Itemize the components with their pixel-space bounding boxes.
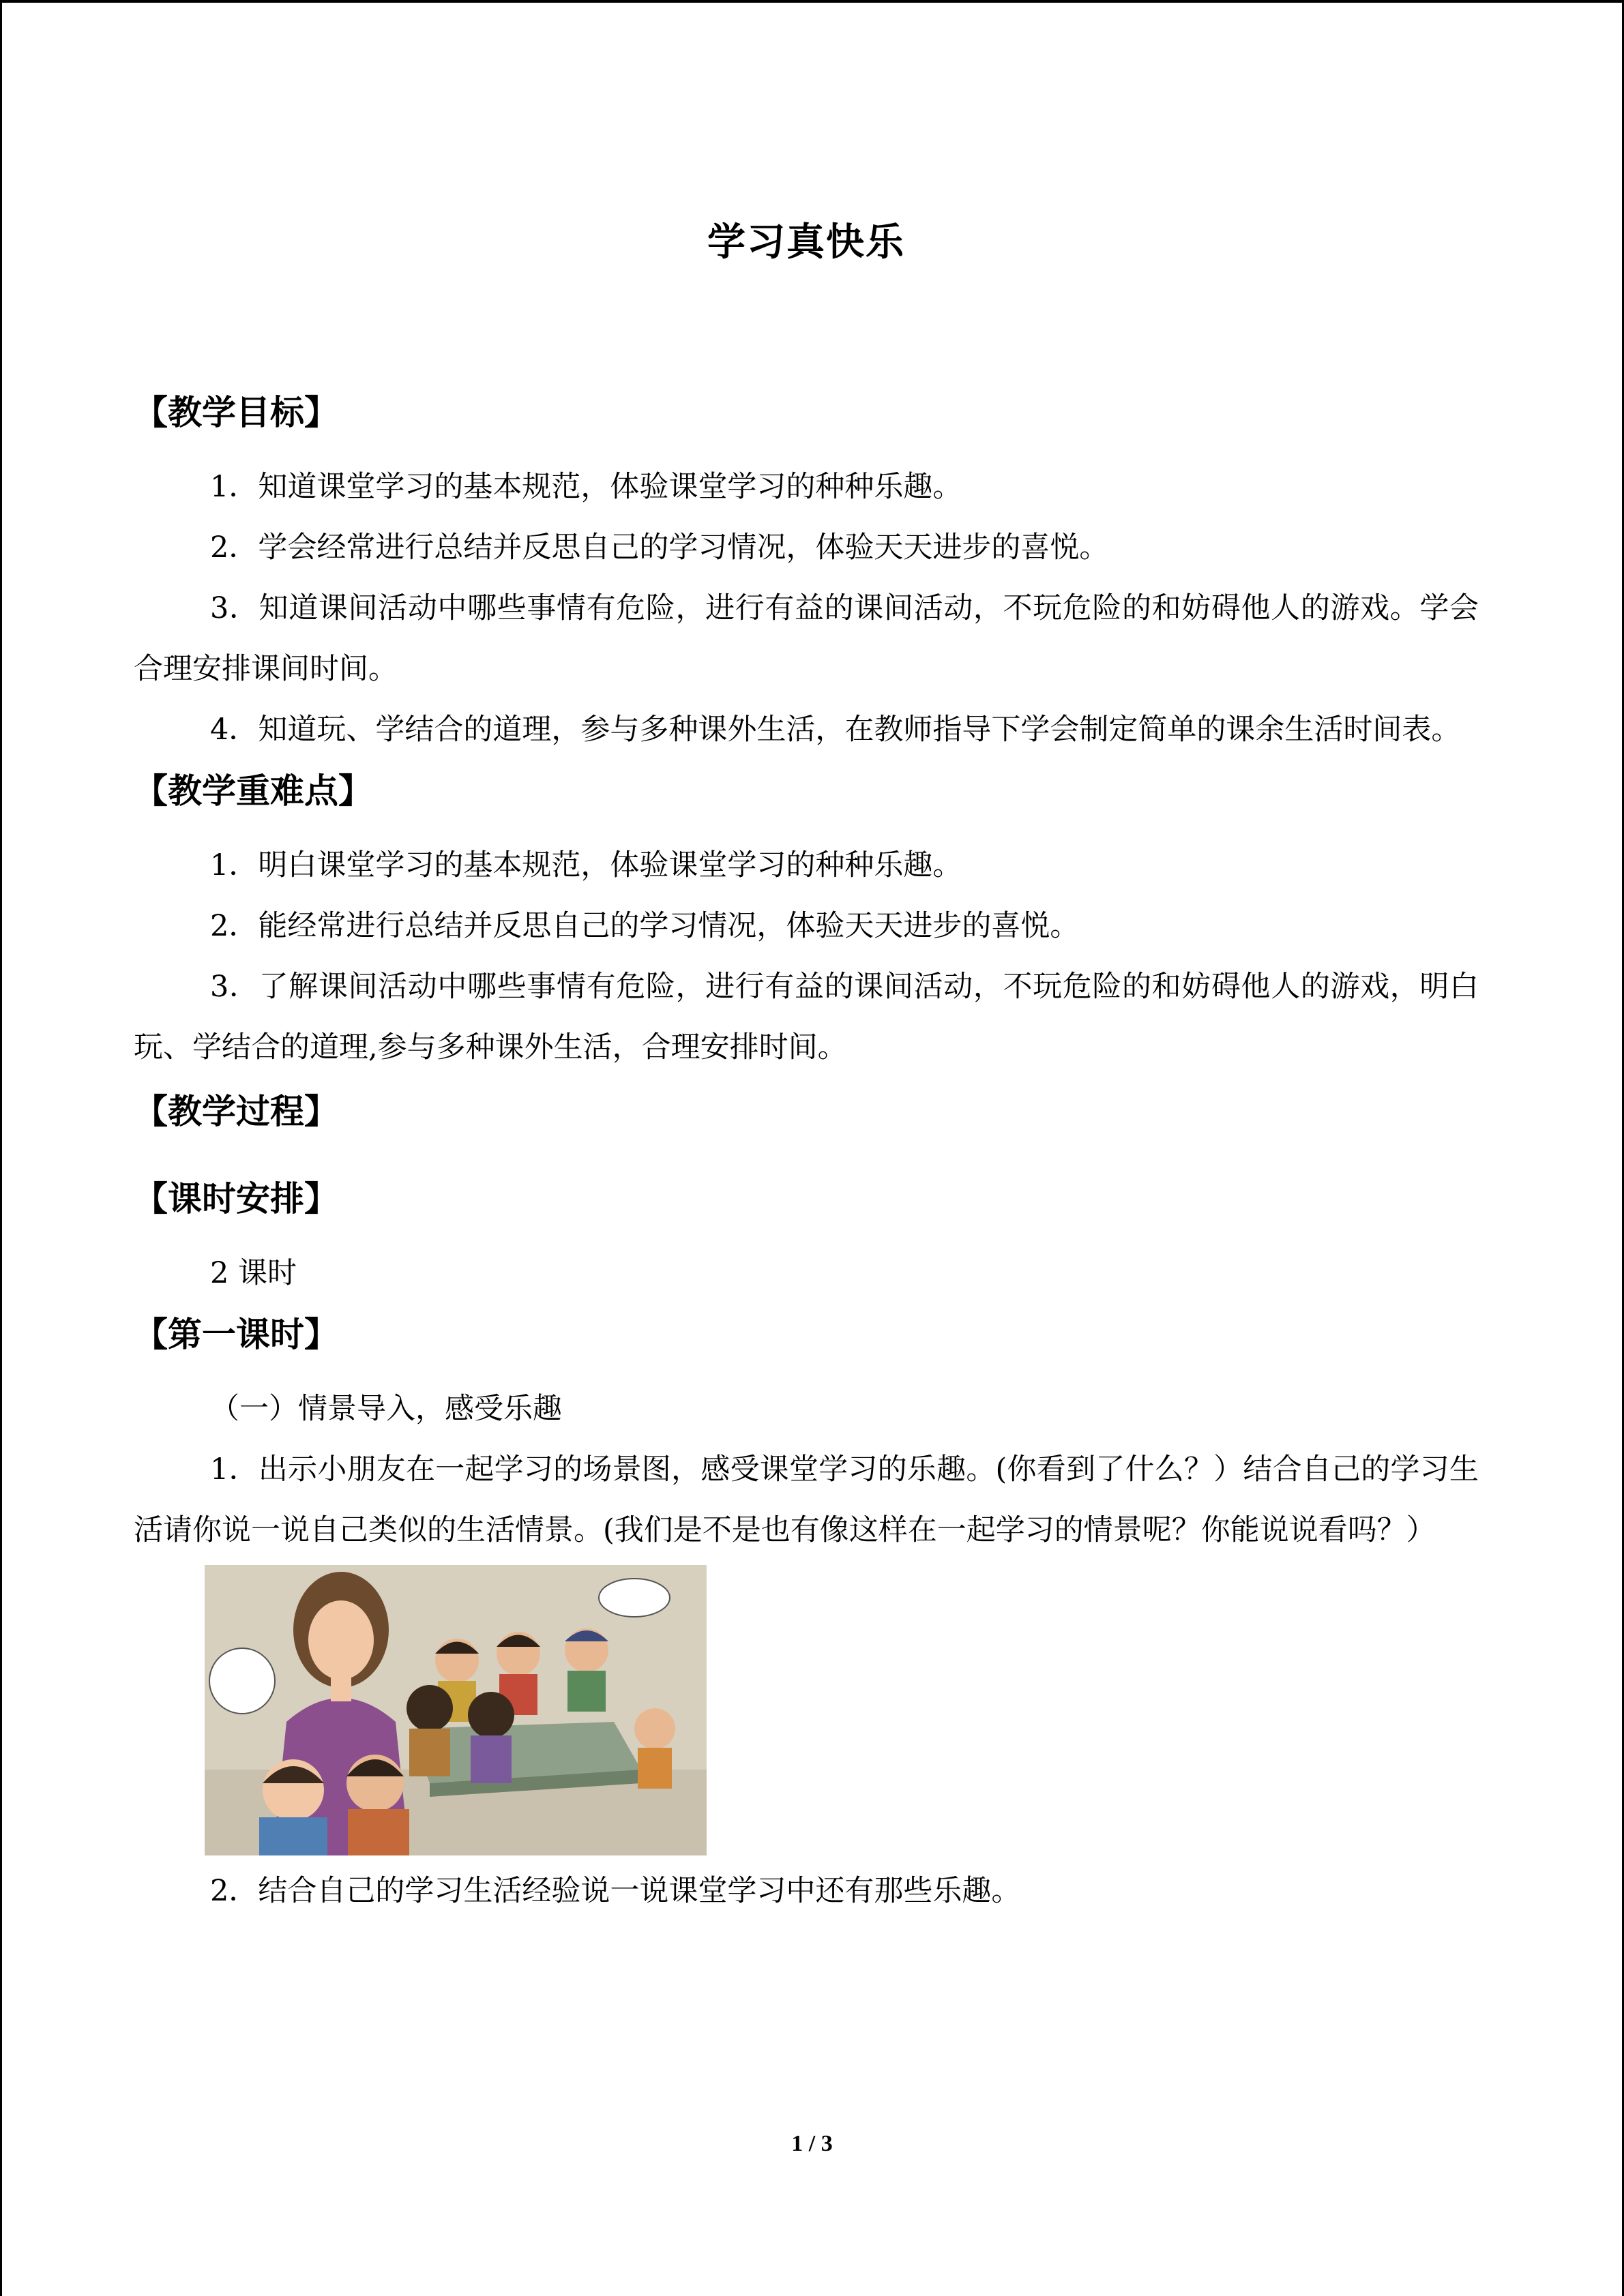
section-heading-objectives: 【教学目标】 [134, 393, 338, 432]
objective-item-4: 4．知道玩、学结合的道理，参与多种课外生活，在教师指导下学会制定简单的课余生活时间表。 [210, 713, 1461, 747]
section-heading-lesson-one: 【第一课时】 [134, 1315, 338, 1354]
section-heading-process: 【教学过程】 [134, 1092, 338, 1131]
key-point-item-2: 2．能经常进行总结并反思自己的学习情况，体验天天进步的喜悦。 [210, 909, 1080, 943]
classroom-illustration [205, 1565, 707, 1855]
document-title: 学习真快乐 [707, 220, 905, 265]
section-heading-key-points: 【教学重难点】 [134, 771, 372, 811]
lesson-one-item-2: 2．结合自己的学习生活经验说一说课堂学习中还有那些乐趣。 [210, 1874, 1021, 1908]
page-top-border [0, 0, 1624, 3]
lesson-one-item-1: 1．出示小朋友在一起学习的场景图，感受课堂学习的乐趣。(你看到了什么？）结合自己的学习生活请你说一说自己类似的生活情景。(我们是不是也有像这样在一起学习的情景呢？你能说说看吗？） [134, 1452, 1479, 1547]
objective-item-3: 3．知道课间活动中哪些事情有危险，进行有益的课间活动，不玩危险的和妨碍他人的游戏。学会合理安排课间时间。 [134, 591, 1479, 686]
page-number: 1 / 3 [791, 2131, 833, 2156]
section-heading-schedule: 【课时安排】 [134, 1179, 338, 1219]
document-page [134, 198, 1479, 1922]
title-spacer [134, 286, 1479, 382]
objective-item-2: 2．学会经常进行总结并反思自己的学习情况，体验天天进步的喜悦。 [210, 531, 1109, 565]
key-point-item-3: 3．了解课间活动中哪些事情有危险，进行有益的课间活动，不玩危险的和妨碍他人的游戏，明白玩、学结合的道理,参与多种课外生活，合理安排时间。 [134, 970, 1479, 1064]
page-left-border [0, 0, 2, 2296]
objective-item-1: 1．知道课堂学习的基本规范，体验课堂学习的种种乐趣。 [210, 470, 962, 504]
gap [134, 1156, 1479, 1168]
lesson-one-subheading: （一）情景导入，感受乐趣 [210, 1392, 562, 1426]
schedule-text: 2 课时 [210, 1256, 297, 1290]
key-point-item-1: 1．明白课堂学习的基本规范，体验课堂学习的种种乐趣。 [210, 848, 962, 882]
